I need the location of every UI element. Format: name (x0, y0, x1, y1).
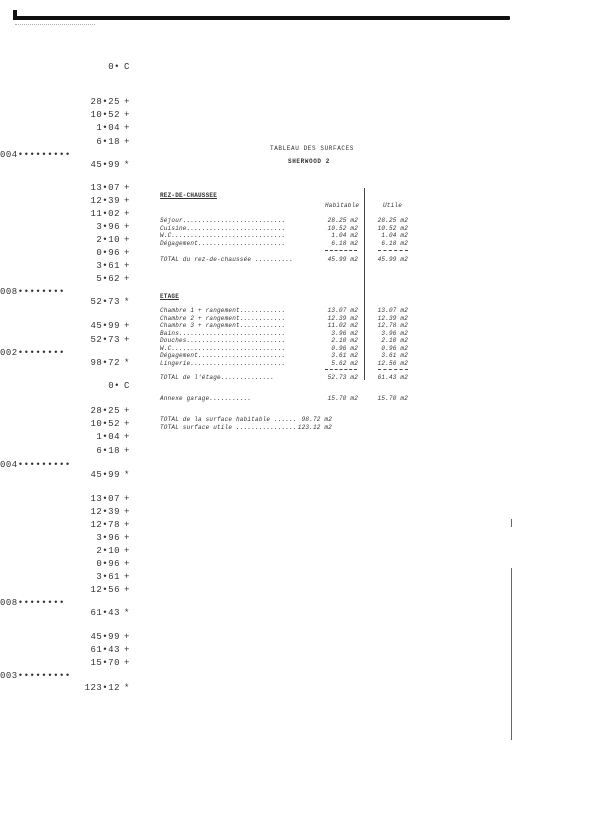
etage-total-util: 61.43 m2 (377, 374, 408, 381)
room-label: Chambre 1 + rangement............ (160, 307, 286, 314)
column-header-utile: Utile (383, 202, 403, 209)
etage-subtotal-line-util (378, 369, 408, 370)
tape-operator: + (124, 520, 130, 530)
room-label: W.C.............................. (160, 232, 286, 239)
tape-value: 45•99 (90, 470, 120, 480)
tape-value: 28•25 (90, 406, 120, 416)
scan-edge-mark (511, 519, 512, 527)
tape-value: 61•43 (90, 608, 120, 618)
room-utile-value: 28.25 m2 (377, 217, 408, 224)
room-habitable-value: 1.04 m2 (331, 232, 358, 239)
tape-operator: + (124, 585, 130, 595)
room-utile-value: 12.39 m2 (377, 314, 408, 322)
tape-operator: + (124, 419, 130, 429)
report-subtitle: SHERWOOD 2 (288, 158, 331, 165)
tape-value: 6•18 (96, 446, 120, 456)
total-habitable-value: 98.72 m2 (301, 416, 332, 423)
room-label: Dégagement....................... (160, 352, 286, 359)
column-header-habitable: Habitable (325, 202, 360, 209)
total-utile-value: 123.12 m2 (297, 424, 332, 431)
tape-operator: + (124, 248, 130, 258)
rdc-total-util: 45.99 m2 (377, 256, 408, 263)
room-utile-value: 6.18 m2 (381, 239, 408, 247)
room-utile-value: 3.96 m2 (381, 329, 408, 337)
tape-value: 45•99 (90, 321, 120, 331)
tape-operator: + (124, 335, 130, 345)
tape-operator: + (124, 137, 130, 147)
room-label: Chambre 2 + rangement............ (160, 314, 286, 322)
tape-value: 13•07 (90, 494, 120, 504)
tape-operator: + (124, 632, 130, 642)
tape-operator: + (124, 494, 130, 504)
rdc-total-hab: 45.99 m2 (327, 256, 358, 263)
tape-value: 3•96 (96, 533, 120, 543)
tape-value: 0• (108, 62, 120, 72)
room-label: Lingerie......................... (160, 359, 286, 367)
tape-value: 13•07 (90, 183, 120, 193)
room-habitable-value: 10.52 m2 (327, 224, 358, 232)
tape-value: 5•62 (96, 274, 120, 284)
tape-value: 12•39 (90, 196, 120, 206)
tape-value: 12•56 (90, 585, 120, 595)
tape-operator: + (124, 222, 130, 232)
total-habitable-label: TOTAL de la surface habitable ...... (160, 416, 297, 423)
tape-operator: + (124, 123, 130, 133)
tape-operator: + (124, 235, 130, 245)
tape-value: 1•04 (96, 432, 120, 442)
tape-operator: + (124, 645, 130, 655)
tape-value: 12•39 (90, 507, 120, 517)
tape-operator: + (124, 97, 130, 107)
room-habitable-value: 12.39 m2 (327, 314, 358, 322)
room-utile-value: 3.61 m2 (381, 352, 408, 359)
room-label: Cuisine.......................... (160, 224, 286, 232)
tape-value: 0• (108, 381, 120, 391)
tape-operator: + (124, 507, 130, 517)
tape-value: 28•25 (90, 97, 120, 107)
tape-value: 008•••••••• (0, 598, 65, 608)
room-utile-value: 13.07 m2 (377, 307, 408, 314)
etage-total-label: TOTAL de l'étage.............. (160, 374, 275, 381)
tape-value: 004••••••••• (0, 460, 71, 470)
room-utile-value: 12.56 m2 (377, 359, 408, 367)
tape-operator: + (124, 110, 130, 120)
tape-value: 003••••••••• (0, 671, 71, 681)
tape-operator: * (124, 683, 130, 693)
room-habitable-value: 6.18 m2 (331, 239, 358, 247)
tape-value: 45•99 (90, 632, 120, 642)
room-label: Chambre 3 + rangement............ (160, 322, 286, 329)
tape-value: 6•18 (96, 137, 120, 147)
tape-operator: * (124, 470, 130, 480)
section-heading-rdc: REZ-DE-CHAUSSEE (160, 192, 218, 199)
section-heading-etage: ETAGE (160, 293, 180, 300)
rdc-subtotal-line-util (378, 250, 408, 251)
tape-value: 10•52 (90, 110, 120, 120)
rdc-subtotal-line-hab (325, 250, 357, 251)
tape-value: 45•99 (90, 160, 120, 170)
room-label: W.C.............................. (160, 344, 286, 352)
tape-value: 2•10 (96, 546, 120, 556)
tape-operator: * (124, 358, 130, 368)
tape-value: 15•70 (90, 658, 120, 668)
room-utile-value: 2.10 m2 (381, 337, 408, 344)
tape-value: 3•96 (96, 222, 120, 232)
tape-operator: * (124, 160, 130, 170)
tape-operator: * (124, 608, 130, 618)
etage-subtotal-line-hab (325, 369, 357, 370)
room-utile-value: 1.04 m2 (381, 232, 408, 239)
tape-value: 10•52 (90, 419, 120, 429)
tape-value: 123•12 (84, 683, 120, 693)
room-label: Séjour........................... (160, 217, 286, 224)
scan-edge-line (511, 568, 512, 740)
room-habitable-value: 3.61 m2 (331, 352, 358, 359)
tape-operator: C (124, 62, 130, 72)
tape-value: 3•61 (96, 572, 120, 582)
tape-operator: + (124, 446, 130, 456)
tape-operator: + (124, 432, 130, 442)
room-utile-value: 10.52 m2 (377, 224, 408, 232)
room-utile-value: 12.78 m2 (377, 322, 408, 329)
total-utile-label: TOTAL surface utile ................ (160, 424, 297, 431)
tape-value: 0•96 (96, 248, 120, 258)
room-habitable-value: 3.96 m2 (331, 329, 358, 337)
tape-operator: + (124, 546, 130, 556)
tape-operator: C (124, 381, 130, 391)
tape-operator: + (124, 559, 130, 569)
room-utile-value: 0.96 m2 (381, 344, 408, 352)
tape-operator: + (124, 274, 130, 284)
tape-value: 3•61 (96, 261, 120, 271)
room-label: Bains............................ (160, 329, 286, 337)
rdc-total-label: TOTAL du rez-de-chaussée .......... (160, 256, 294, 263)
room-label: Douches.......................... (160, 337, 286, 344)
etage-total-hab: 52.73 m2 (327, 374, 358, 381)
tape-operator: + (124, 321, 130, 331)
tape-value: 002•••••••• (0, 348, 65, 358)
tape-value: 98•72 (90, 358, 120, 368)
tape-value: 004••••••••• (0, 150, 71, 160)
tape-value: 0•96 (96, 559, 120, 569)
room-habitable-value: 28.25 m2 (327, 217, 358, 224)
room-habitable-value: 5.62 m2 (331, 359, 358, 367)
room-habitable-value: 0.96 m2 (331, 344, 358, 352)
room-label: Dégagement....................... (160, 239, 286, 247)
garage-label: Annexe garage........... (160, 395, 252, 402)
tape-value: 52•73 (90, 335, 120, 345)
garage-hab: 15.70 m2 (327, 395, 358, 402)
tape-value: 11•02 (90, 209, 120, 219)
tape-operator: + (124, 209, 130, 219)
tape-operator: + (124, 406, 130, 416)
tape-value: 1•04 (96, 123, 120, 133)
tape-value: 008•••••••• (0, 287, 65, 297)
tape-value: 2•10 (96, 235, 120, 245)
tape-operator: + (124, 658, 130, 668)
tape-operator: + (124, 183, 130, 193)
tape-operator: + (124, 261, 130, 271)
tape-value: 12•78 (90, 520, 120, 530)
tape-operator: * (124, 297, 130, 307)
tape-value: 61•43 (90, 645, 120, 655)
tape-operator: + (124, 572, 130, 582)
room-habitable-value: 11.02 m2 (327, 322, 358, 329)
tape-operator: + (124, 533, 130, 543)
room-habitable-value: 2.10 m2 (331, 337, 358, 344)
room-habitable-value: 13.07 m2 (327, 307, 358, 314)
tape-value: 52•73 (90, 297, 120, 307)
report-title: TABLEAU DES SURFACES (270, 145, 355, 152)
tape-operator: + (124, 196, 130, 206)
garage-util: 15.70 m2 (377, 395, 408, 402)
